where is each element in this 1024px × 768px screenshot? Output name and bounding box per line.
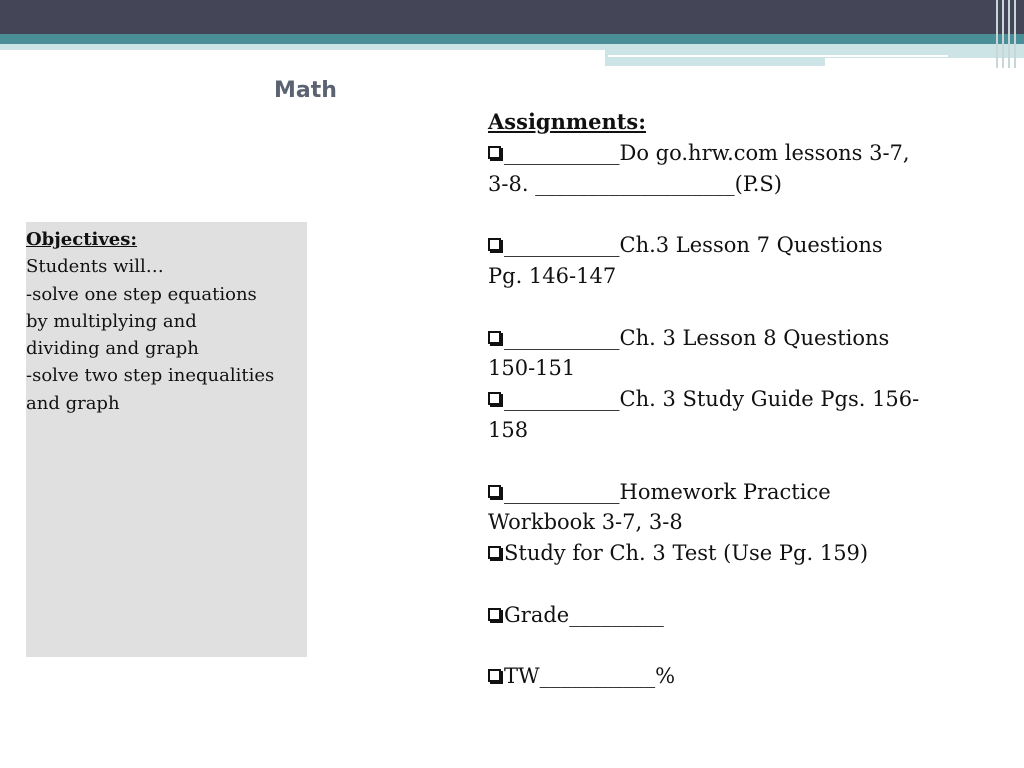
assignment-item	[488, 477, 1008, 508]
checkbox-icon	[488, 546, 501, 559]
assignment-continuation: 158	[488, 417, 529, 442]
assignment-item	[488, 600, 1008, 631]
assignment-item	[488, 138, 1008, 169]
objectives-line: -solve one step equations	[26, 283, 257, 305]
objectives-heading: Objectives:	[26, 229, 138, 250]
objectives-text	[26, 226, 306, 417]
assignment-text: Study for Ch. 3 Test (Use Pg. 159)	[504, 541, 869, 566]
assignment-continuation: Workbook 3-7, 3-8	[488, 510, 683, 535]
assignments-list	[488, 107, 1008, 692]
checkbox-icon	[488, 485, 501, 498]
header-light-bar	[0, 44, 605, 50]
slide-title: Math	[274, 78, 337, 103]
checkbox-icon	[488, 146, 501, 159]
assignments-heading: Assignments:	[488, 109, 646, 134]
assignment-continuation: Pg. 146-147	[488, 263, 617, 288]
checkbox-icon	[488, 608, 501, 621]
checkbox-icon	[488, 669, 501, 682]
assignment-text: TW___________%	[504, 664, 676, 689]
objectives-line: and graph	[26, 392, 120, 414]
objectives-line: Students will…	[26, 256, 164, 278]
assignment-item	[488, 323, 1008, 354]
header-light-bar-tab	[605, 58, 825, 66]
assignment-continuation: 3-8. ___________________(P.S)	[488, 171, 782, 196]
assignment-item	[488, 661, 1008, 692]
assignment-item	[488, 230, 1008, 261]
assignment-text: ___________Homework Practice	[504, 479, 831, 504]
header-teal-bar	[0, 34, 1024, 44]
assignment-text: Grade_________	[504, 602, 664, 627]
objectives-line: -solve two step inequalities	[26, 365, 275, 387]
checkbox-icon	[488, 392, 501, 405]
header-white-line	[608, 55, 948, 57]
assignment-text: ___________Do go.hrw.com lessons 3-7,	[504, 140, 910, 165]
assignment-text: ___________Ch. 3 Lesson 8 Questions	[504, 325, 890, 350]
objectives-line: by multiplying and	[26, 310, 197, 332]
assignment-text: ___________Ch.3 Lesson 7 Questions	[504, 233, 883, 258]
objectives-line: dividing and graph	[26, 338, 199, 360]
checkbox-icon	[488, 331, 501, 344]
assignment-item	[488, 384, 1008, 415]
assignment-text: ___________Ch. 3 Study Guide Pgs. 156-	[504, 387, 920, 412]
assignment-item	[488, 538, 1008, 569]
assignment-continuation: 150-151	[488, 356, 576, 381]
checkbox-icon	[488, 238, 501, 251]
header-dark-bar	[0, 0, 1024, 34]
header-stripes	[992, 0, 1024, 68]
objectives-panel	[26, 222, 307, 657]
